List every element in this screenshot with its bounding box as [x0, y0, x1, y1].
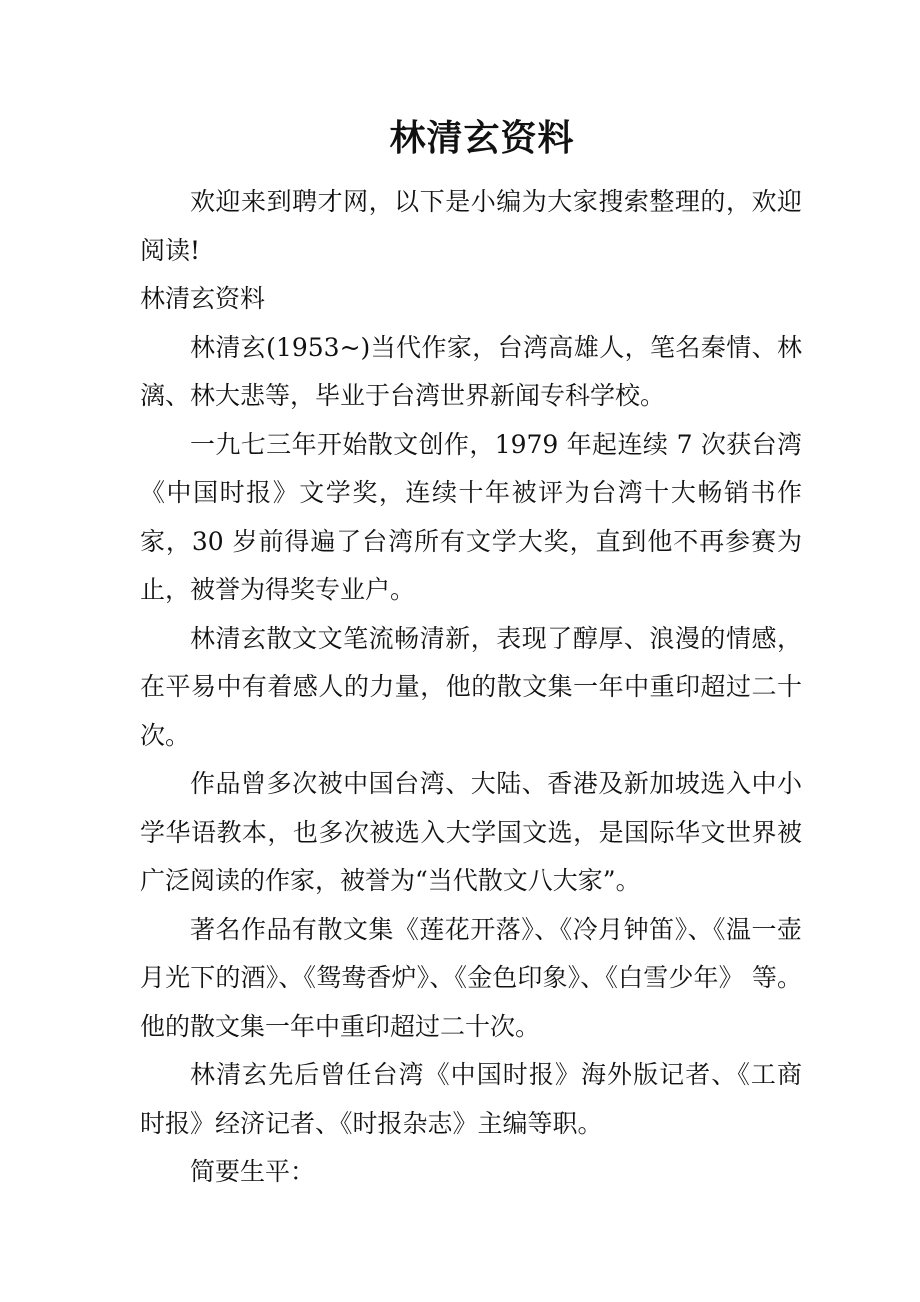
paragraph-welcome: 欢迎来到聘才网，以下是小编为大家搜索整理的，欢迎阅读!	[140, 187, 802, 265]
paragraph-works: 著名作品有散文集《莲花开落》、《冷月钟笛》、《温一壶月光下的酒》、《鸳鸯香炉》、《金色印象》、《白雪少年》 等。他的散文集一年中重印超过二十次。	[140, 914, 802, 1041]
paragraph-style: 林清玄散文文笔流畅清新，表现了醇厚、浪漫的情感，在平易中有着感人的力量，他的散文集一年中重印超过二十次。	[140, 623, 802, 750]
document-title: 林清玄资料	[389, 117, 575, 159]
paragraph-intro: 林清玄(1953~)当代作家，台湾高雄人，笔名秦情、林漓、林大悲等，毕业于台湾世界新闻专科学校。	[140, 332, 802, 410]
paragraph-subheading: 林清玄资料	[140, 284, 266, 313]
paragraph-biography-heading: 简要生平：	[190, 1157, 316, 1186]
document-body	[140, 178, 802, 1197]
paragraph-career: 林清玄先后曾任台湾《中国时报》海外版记者、《工商时报》经济记者、《时报杂志》主编等职。	[140, 1060, 802, 1138]
paragraph-textbooks: 作品曾多次被中国台湾、大陆、香港及新加坡选入中小学华语教本，也多次被选入大学国文选，是国际华文世界被广泛阅读的作家，被誉为“当代散文八大家”。	[140, 769, 802, 895]
paragraph-awards: 一九七三年开始散文创作，1979 年起连续 7 次获台湾《中国时报》文学奖，连续十年被评为台湾十大畅销书作家，30 岁前得遍了台湾所有文学大奖，直到他不再参赛为止，被誉为得奖专业户。	[140, 429, 802, 604]
